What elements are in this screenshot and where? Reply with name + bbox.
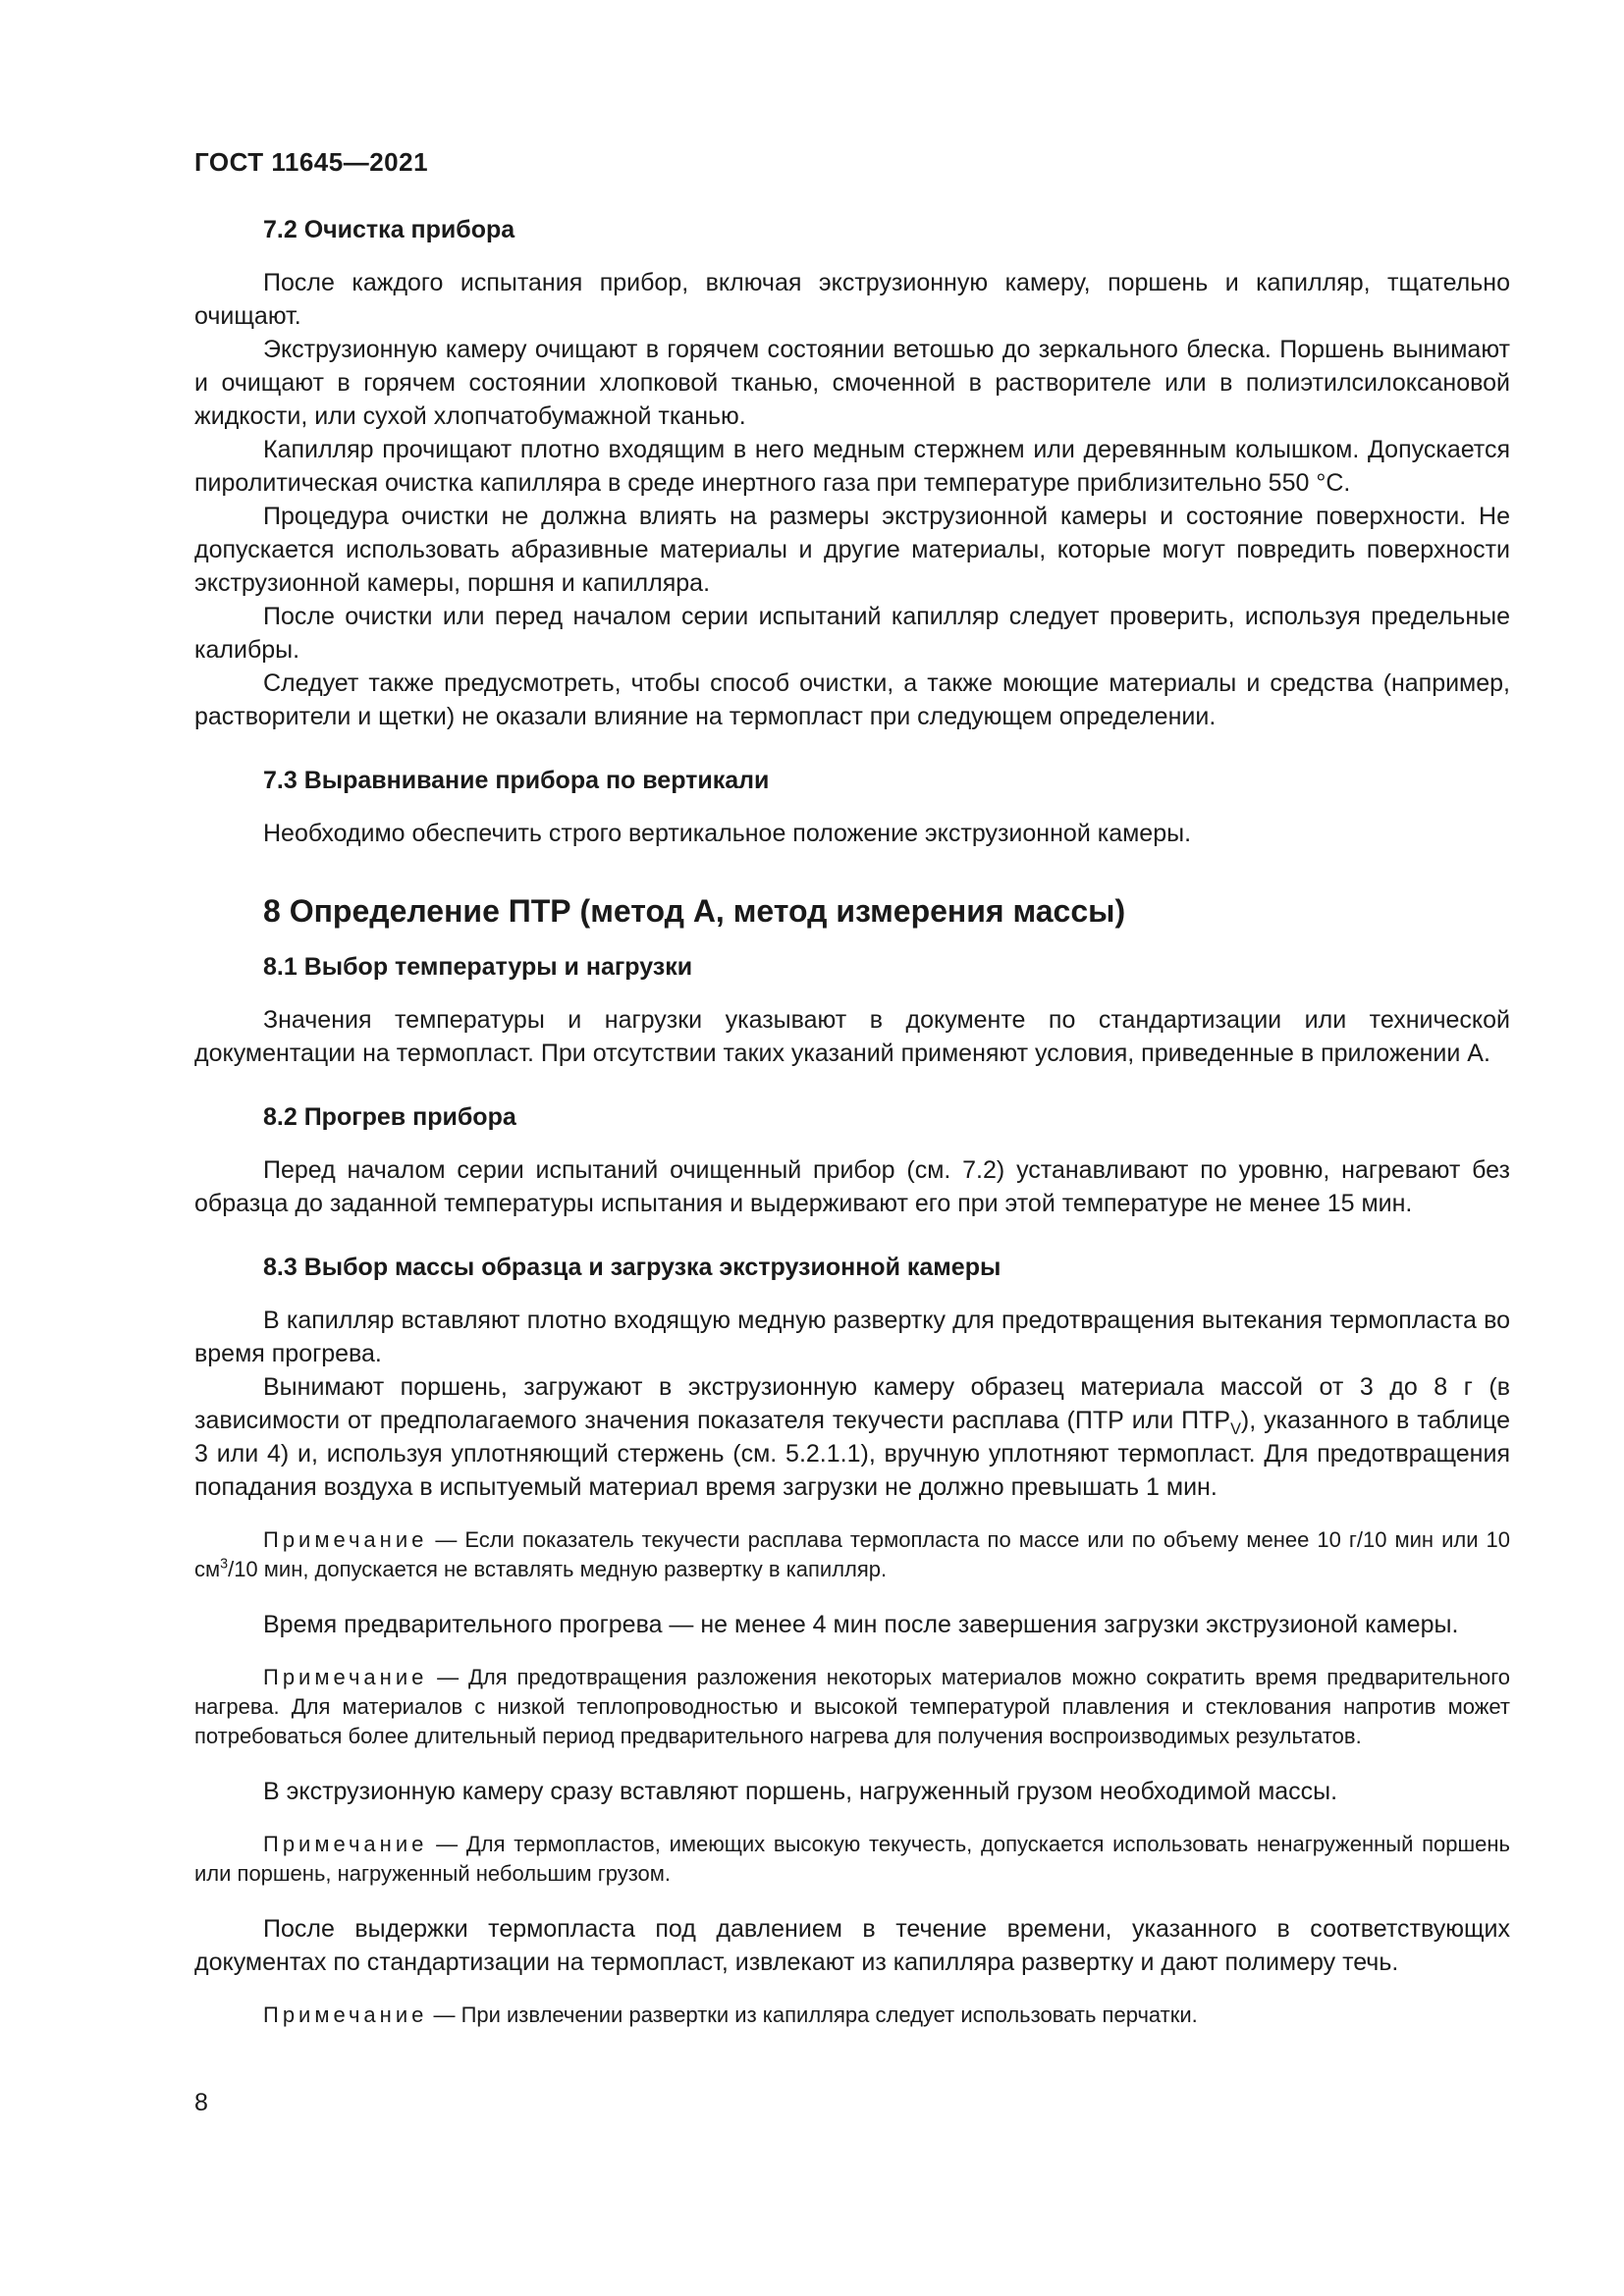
paragraph: После выдержки термопласта под давлением в течение времени, указанного в соответствующих документах по стандартизации на термопласт, извлекают из капилляра развертку и дают полимеру течь. [194,1915,1510,1976]
section-heading-8-2: 8.2 Прогрев прибора [263,1103,516,1131]
paragraph: Значения температуры и нагрузки указывают в документе по стандартизации или технической документации на термопласт. При отсутствии таких указаний применяют условия, приведенные в приложении А. [194,1006,1510,1067]
section-heading-7-3: 7.3 Выравнивание прибора по вертикали [263,767,770,794]
note [194,1525,1510,1584]
note-label: Примечание [263,1665,428,1689]
paragraph: Время предварительного прогрева — не менее 4 мин после завершения загрузки экструзионой камеры. [263,1611,1459,1638]
text-run: — Для предотвращения разложения некоторых материалов можно сократить время предварительного нагрева. Для материалов с низкой теплопроводностью и высокой температурой плавления и стеклования напротив может потребоваться более длительный период предварительного нагрева для получения воспроизводимых результатов. [194,1665,1510,1748]
paragraph: В капилляр вставляют плотно входящую медную развертку для предотвращения вытекания термопласта во время прогрева. [194,1307,1510,1367]
document-body [194,216,1510,2054]
page-number: 8 [194,2089,208,2116]
section-heading-8-1: 8.1 Выбор температуры и нагрузки [263,953,693,981]
paragraph: Экструзионную камеру очищают в горячем состоянии ветошью до зеркального блеска. Поршень вынимают и очищают в горячем состоянии хлопковой тканью, смоченной в растворителе или в полиэтилсилоксановой жидкости, или сухой хлопчатобумажной тканью. [194,336,1510,430]
superscript: 3 [220,1556,229,1573]
section-heading-7-2: 7.2 Очистка прибора [263,216,515,243]
text-run: Вынимают поршень, загружают в экструзионную камеру образец материала массой от 3 до 8 г (в зависимости от предполагаемого значения показателя текучести расплава (ПТР или ПТР [194,1373,1510,1434]
paragraph: Капилляр прочищают плотно входящим в него медным стержнем или деревянным колышком. Допускается пиролитическая очистка капилляра в среде инертного газа при температуре приблизительно 550 °С. [194,436,1510,497]
note-label: Примечание [263,1832,428,1856]
paragraph [194,1370,1510,1504]
text-run: ), указанного в таблице 3 или 4) и, используя уплотняющий стержень (см. 5.2.1.1), вручную уплотняют термопласт. Для предотвращения попадания воздуха в испытуемый материал время загрузки не должно превышать 1 мин. [194,1407,1510,1501]
paragraph: В экструзионную камеру сразу вставляют поршень, нагруженный грузом необходимой массы. [263,1778,1338,1805]
document-header: ГОСТ 11645—2021 [194,147,429,177]
text-run: — Для термопластов, имеющих высокую текучесть, допускается использовать ненагруженный поршень или поршень, нагруженный небольшим грузом. [194,1832,1510,1886]
paragraph: Процедура очистки не должна влиять на размеры экструзионной камеры и состояние поверхности. Не допускается использовать абразивные материалы и другие материалы, которые могут повредить поверхности экструзионной камеры, поршня и капилляра. [194,503,1510,597]
text-run: — Если показатель текучести расплава термопласта по массе или по объему менее 10 г/10 мин или 10 см [194,1527,1510,1581]
paragraph: Следует также предусмотреть, чтобы способ очистки, а также моющие материалы и средства (например, растворители и щетки) не оказали влияние на термопласт при следующем определении. [194,669,1510,730]
note [194,2001,1510,2030]
note [194,1663,1510,1751]
chapter-heading-8: 8 Определение ПТР (метод А, метод измерения массы) [263,893,1126,929]
text-run: — При извлечении развертки из капилляра следует использовать перчатки. [427,2002,1198,2027]
note [194,1830,1510,1889]
section-heading-8-3: 8.3 Выбор массы образца и загрузка экструзионной камеры [263,1254,1001,1281]
paragraph: Перед началом серии испытаний очищенный прибор (см. 7.2) устанавливают по уровню, нагревают без образца до заданной температуры испытания и выдерживают его при этой температуре не менее 15 мин. [194,1156,1510,1217]
note-label: Примечание [263,2002,428,2027]
paragraph: После каждого испытания прибор, включая экструзионную камеру, поршень и капилляр, тщательно очищают. [194,269,1510,330]
paragraph: Необходимо обеспечить строго вертикальное положение экструзионной камеры. [263,820,1192,847]
text-run: /10 мин, допускается не вставлять медную развертку в капилляр. [228,1557,888,1581]
note-label: Примечание [263,1527,428,1552]
subscript: V [1230,1420,1241,1438]
paragraph: После очистки или перед началом серии испытаний капилляр следует проверить, используя предельные калибры. [194,603,1510,664]
